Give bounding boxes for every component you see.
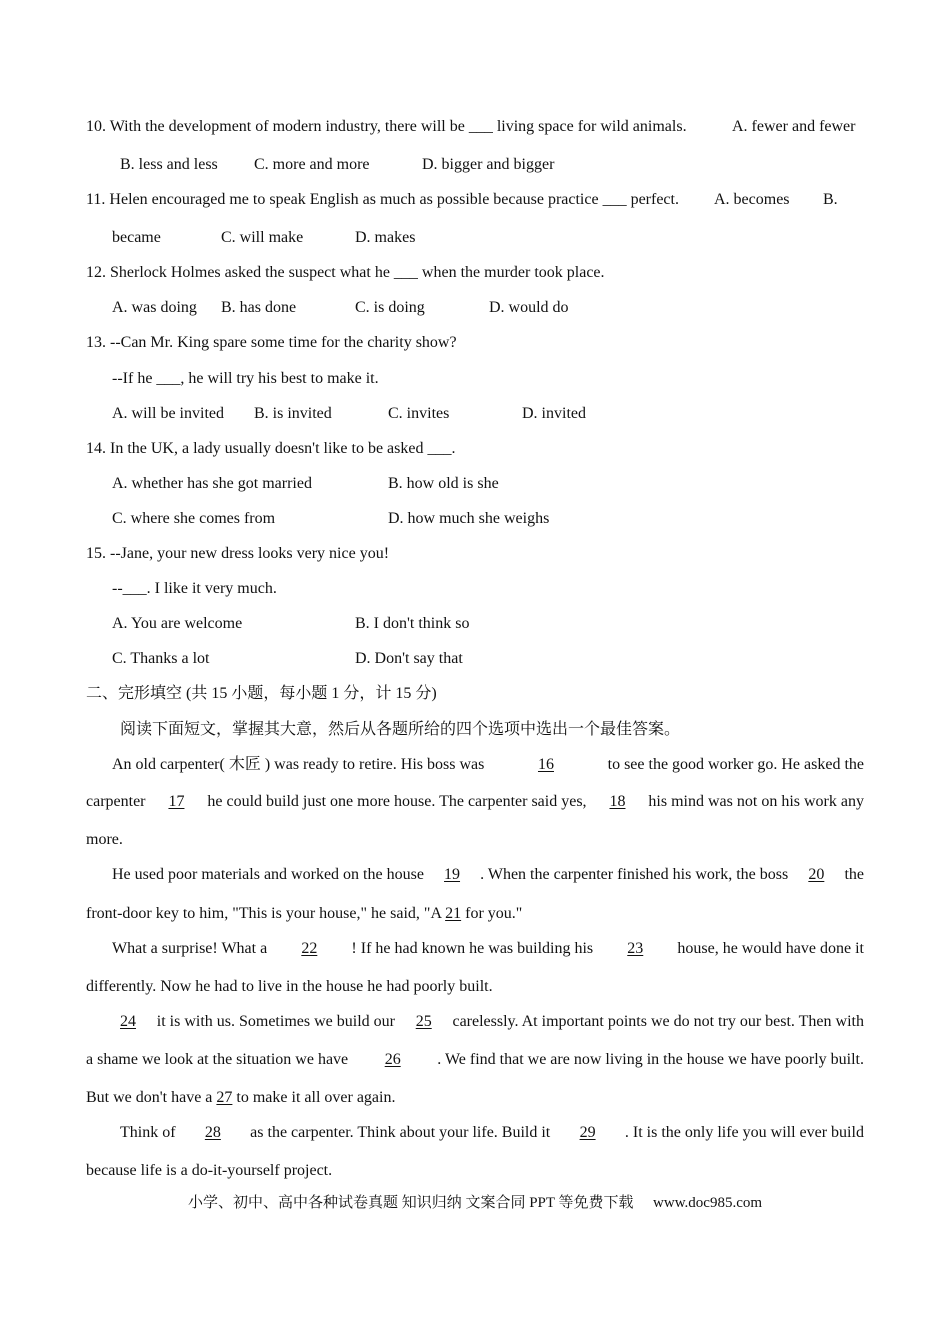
blank-20: 20 — [808, 866, 825, 883]
question-13-stem: 13. --Can Mr. King spare some time for the charity show? — [86, 334, 457, 351]
question-12-option-c: C. is doing — [355, 299, 425, 316]
passage-text: as the carpenter. Think about your life. Build it — [250, 1124, 551, 1141]
section-instruction: 阅读下面短文，掌握其大意，然后从各题所给的四个选项中选出一个最佳答案。 — [120, 721, 681, 738]
blank-21: 21 — [445, 905, 462, 922]
passage-text: it is with us. Sometimes we build our — [156, 1013, 395, 1030]
passage-text: ! If he had known he was building his — [351, 940, 594, 957]
question-14-option-b: B. how old is she — [388, 475, 499, 492]
question-11-option-b-text: became — [112, 229, 161, 246]
passage-text: differently. Now he had to live in the house he had poorly built. — [86, 978, 493, 995]
blank-26: 26 — [384, 1051, 401, 1068]
question-15-reply: --___. I like it very much. — [112, 580, 277, 597]
blank-29: 29 — [579, 1124, 596, 1141]
passage-text: . When the carpenter finished his work, the boss — [480, 866, 789, 883]
passage-text: more. — [86, 831, 123, 848]
passage-text: What a surprise! What a — [112, 940, 268, 957]
question-12-stem: 12. Sherlock Holmes asked the suspect what he ___ when the murder took place. — [86, 264, 605, 281]
passage-text: he could build just one more house. The carpenter said yes, — [207, 793, 587, 810]
passage-line — [86, 1050, 864, 1070]
passage-text: because life is a do-it-yourself project. — [86, 1162, 333, 1179]
passage-text: carelessly. At important points we do not try our best. Then with — [452, 1013, 864, 1030]
blank-17: 17 — [168, 793, 185, 810]
section-heading: 二、完形填空 (共 15 小题，每小题 1 分，计 15 分) — [86, 685, 437, 702]
passage-text: house, he would have done it — [677, 940, 864, 957]
question-15-stem: 15. --Jane, your new dress looks very nice you! — [86, 545, 390, 562]
passage-text: the — [844, 866, 864, 883]
passage-text: . We find that we are now living in the house we have poorly built. — [437, 1051, 864, 1068]
passage-text: a shame we look at the situation we have — [86, 1051, 349, 1068]
blank-22: 22 — [301, 940, 318, 957]
passage-line — [120, 1123, 864, 1143]
question-11-option-d: D. makes — [355, 229, 416, 246]
question-13-option-c: C. invites — [388, 405, 450, 422]
blank-24: 24 — [120, 1013, 136, 1030]
question-11-stem: 11. Helen encouraged me to speak English as much as possible because practice ___ perfect. — [86, 191, 679, 208]
blank-19: 19 — [444, 866, 461, 883]
passage-text: He used poor materials and worked on the house — [112, 866, 424, 883]
blank-16: 16 — [537, 756, 554, 773]
passage-text: front-door key to him, "This is your house," he said, "A — [86, 905, 442, 922]
question-13-option-a: A. will be invited — [112, 405, 224, 422]
passage-text: . It is the only life you will ever build — [624, 1124, 864, 1141]
page-footer — [0, 1191, 950, 1212]
footer-url[interactable]: www.doc985.com — [653, 1195, 763, 1211]
blank-18: 18 — [609, 793, 626, 810]
passage-text: Think of — [120, 1124, 176, 1141]
passage-line — [112, 865, 864, 885]
passage-line — [112, 755, 864, 775]
passage-line — [112, 939, 864, 959]
blank-28: 28 — [204, 1124, 221, 1141]
question-15-option-b: B. I don't think so — [355, 615, 470, 632]
question-14-option-c: C. where she comes from — [112, 510, 276, 527]
passage-text: An old carpenter( 木匠 ) was ready to retire. His boss was — [112, 756, 485, 773]
question-15-option-a: A. You are welcome — [112, 615, 243, 632]
passage-line — [86, 904, 522, 924]
question-14-stem: 14. In the UK, a lady usually doesn't like to be asked ___. — [86, 440, 456, 457]
question-14-option-a: A. whether has she got married — [112, 475, 312, 492]
question-12-option-a: A. was doing — [112, 299, 197, 316]
question-13-option-d: D. invited — [522, 405, 586, 422]
question-12-option-b: B. has done — [221, 299, 297, 316]
question-10 — [86, 117, 687, 137]
footer-text: 小学、初中、高中各种试卷真题 知识归纳 文案合同 PPT 等免费下载 — [187, 1195, 634, 1211]
passage-line — [86, 1088, 395, 1108]
question-10-option-a: A. fewer and fewer — [732, 118, 856, 135]
question-13-option-b: B. is invited — [254, 405, 332, 422]
blank-25: 25 — [415, 1013, 432, 1030]
question-10-stem: 10. With the development of modern industry, there will be ___ living space for wild animals. — [86, 118, 687, 135]
question-11-option-a: A. becomes — [714, 191, 790, 208]
passage-text: to see the good worker go. He asked the — [607, 756, 864, 773]
question-11-option-b-label: B. — [823, 191, 838, 208]
passage-text: his mind was not on his work any — [648, 793, 864, 810]
passage-line — [86, 792, 864, 812]
passage-text: But we don't have a — [86, 1089, 213, 1106]
question-15-option-d: D. Don't say that — [355, 650, 463, 667]
question-10-option-d: D. bigger and bigger — [422, 156, 555, 173]
passage-text: carpenter — [86, 793, 146, 810]
question-12-option-d: D. would do — [489, 299, 569, 316]
question-15-option-c: C. Thanks a lot — [112, 650, 210, 667]
passage-text: for you." — [465, 905, 523, 922]
question-10-option-b: B. less and less — [120, 156, 218, 173]
question-11-option-c: C. will make — [221, 229, 304, 246]
blank-27: 27 — [216, 1089, 233, 1106]
passage-text: to make it all over again. — [236, 1089, 396, 1106]
question-13-reply: --If he ___, he will try his best to make it. — [112, 370, 379, 387]
blank-23: 23 — [627, 940, 644, 957]
passage-line — [120, 1012, 864, 1032]
question-14-option-d: D. how much she weighs — [388, 510, 550, 527]
question-10-option-c: C. more and more — [254, 156, 370, 173]
